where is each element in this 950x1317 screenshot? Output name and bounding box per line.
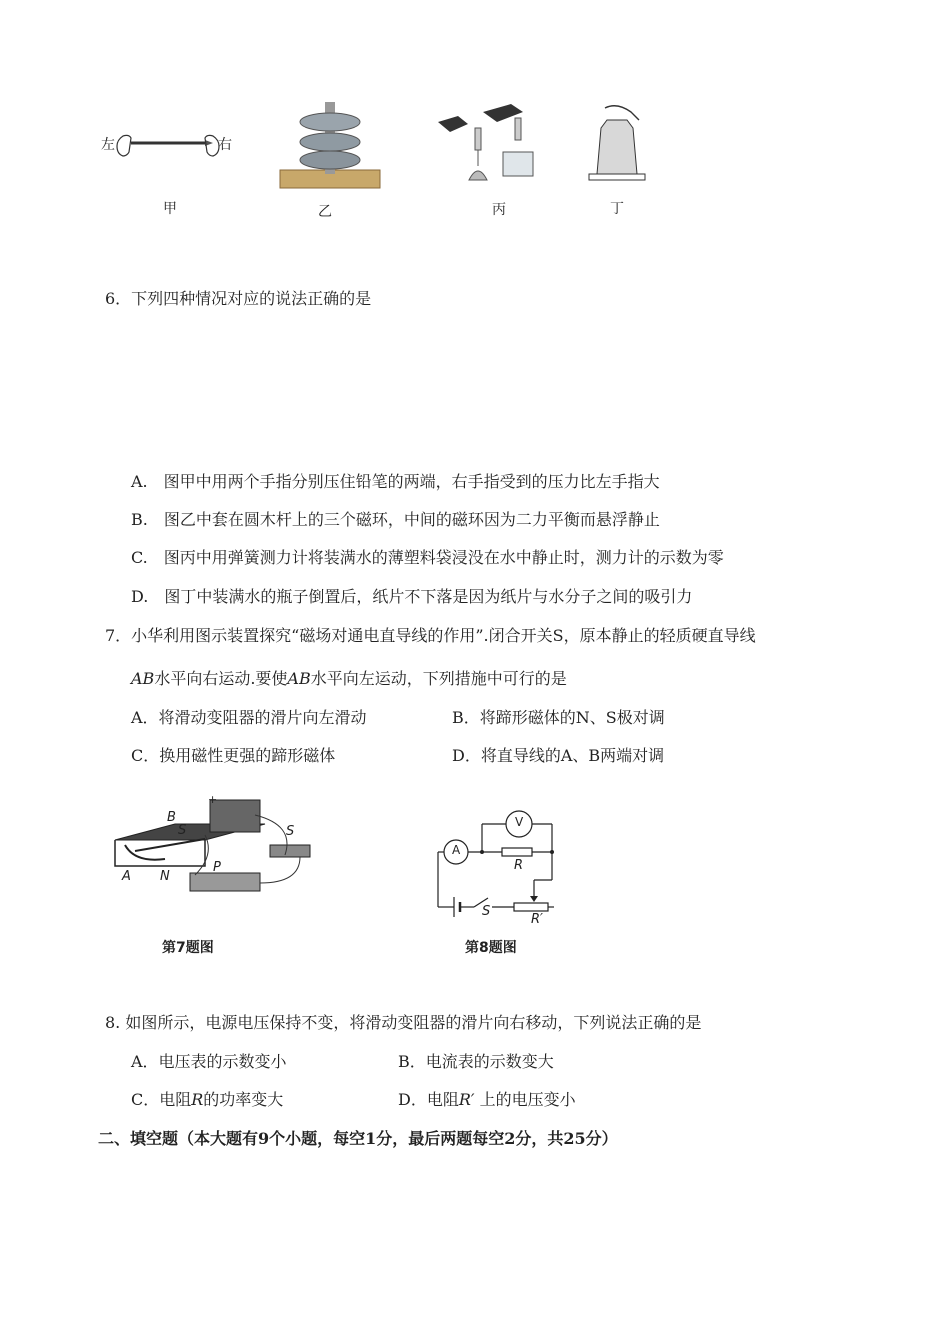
q8-option-a: A．电压表的示数变小 — [131, 1052, 287, 1071]
q8-label-switch: S — [482, 904, 491, 919]
caption-yi: 乙 — [318, 204, 332, 220]
caption-ding: 丁 — [610, 201, 624, 217]
q8-label-voltmeter: V — [515, 815, 524, 829]
figure-yi — [275, 100, 385, 190]
q7-label-plus: + — [208, 793, 218, 806]
figure-q8 — [434, 812, 564, 922]
q8-option-c — [131, 1090, 283, 1110]
q8-option-d-pre: D．电阻 — [398, 1090, 459, 1109]
magnet-apparatus-diagram — [105, 795, 325, 920]
q6-option-b: B. 图乙中套在圆木杆上的三个磁环，中间的磁环因为二力平衡而悬浮静止 — [131, 510, 660, 529]
magnet-rings-illustration — [275, 100, 385, 190]
q7-stem-line2 — [131, 669, 567, 689]
q7-stem-end: 水平向左运动，下列措施中可行的是 — [310, 669, 567, 688]
figure-bing — [433, 100, 563, 190]
q8-option-d — [398, 1090, 576, 1110]
caption-bing: 丙 — [492, 202, 506, 218]
q8-stem: 8. 如图所示，电源电压保持不变，将滑动变阻器的滑片向右移动，下列说法正确的是 — [105, 1013, 702, 1032]
q8-option-d-r: R′ — [458, 1090, 475, 1109]
q7-option-c: C．换用磁性更强的蹄形磁体 — [131, 746, 336, 765]
q7-ab-2: AB — [287, 669, 311, 688]
q8-option-c-r: R — [191, 1090, 204, 1109]
right-label: 右 — [218, 137, 232, 153]
q8-label-r-prime: R′ — [531, 912, 543, 927]
q7-label-p: P — [213, 860, 221, 875]
q8-option-d-post: 上的电压变小 — [474, 1090, 576, 1109]
q7-option-a: A．将滑动变阻器的滑片向左滑动 — [131, 708, 367, 727]
spring-scale-illustration — [433, 100, 563, 190]
q7-option-d: D．将直导线的A、B两端对调 — [452, 746, 665, 765]
figure-q7 — [105, 795, 325, 920]
q7-figure-caption: 第7题图 — [162, 940, 214, 956]
inverted-bottle-illustration — [583, 98, 653, 188]
circuit-diagram — [434, 812, 564, 922]
q7-label-n: N — [160, 869, 170, 884]
q8-option-c-post: 的功率变大 — [203, 1090, 284, 1109]
q7-stem-mid: 水平向右运动.要使 — [154, 669, 288, 688]
q8-figure-caption: 第8题图 — [465, 940, 517, 956]
q6-option-d: D. 图丁中装满水的瓶子倒置后，纸片不下落是因为纸片与水分子之间的吸引力 — [131, 587, 693, 606]
q7-ab-1: AB — [131, 669, 155, 688]
q8-option-c-pre: C．电阻 — [131, 1090, 192, 1109]
q7-label-switch: S — [286, 824, 295, 839]
q8-label-ammeter: A — [452, 843, 461, 857]
caption-jia: 甲 — [163, 201, 177, 217]
q6-stem: 6．下列四种情况对应的说法正确的是 — [105, 289, 372, 308]
q7-label-a: A — [122, 869, 131, 884]
q7-stem-line1: 7．小华利用图示装置探究“磁场对通电直导线的作用”.闭合开关S，原本静止的轻质硬直导线 — [105, 626, 756, 645]
q7-label-b: B — [167, 810, 176, 825]
q7-option-b: B．将蹄形磁体的N、S极对调 — [452, 708, 665, 727]
q7-label-s: S — [178, 823, 187, 838]
left-label: 左 — [101, 137, 115, 153]
q6-option-a: A. 图甲中用两个手指分别压住铅笔的两端，右手指受到的压力比左手指大 — [131, 472, 660, 491]
figure-ding — [583, 98, 653, 188]
q7-label-minus: - — [246, 793, 250, 806]
q8-option-b: B．电流表的示数变大 — [398, 1052, 554, 1071]
q6-option-c: C. 图丙中用弹簧测力计将装满水的薄塑料袋浸没在水中静止时，测力计的示数为零 — [131, 548, 724, 567]
section2-heading: 二、填空题（本大题有9个小题，每空1分，最后两题每空2分，共25分） — [98, 1129, 618, 1148]
q8-label-r: R — [514, 858, 524, 873]
